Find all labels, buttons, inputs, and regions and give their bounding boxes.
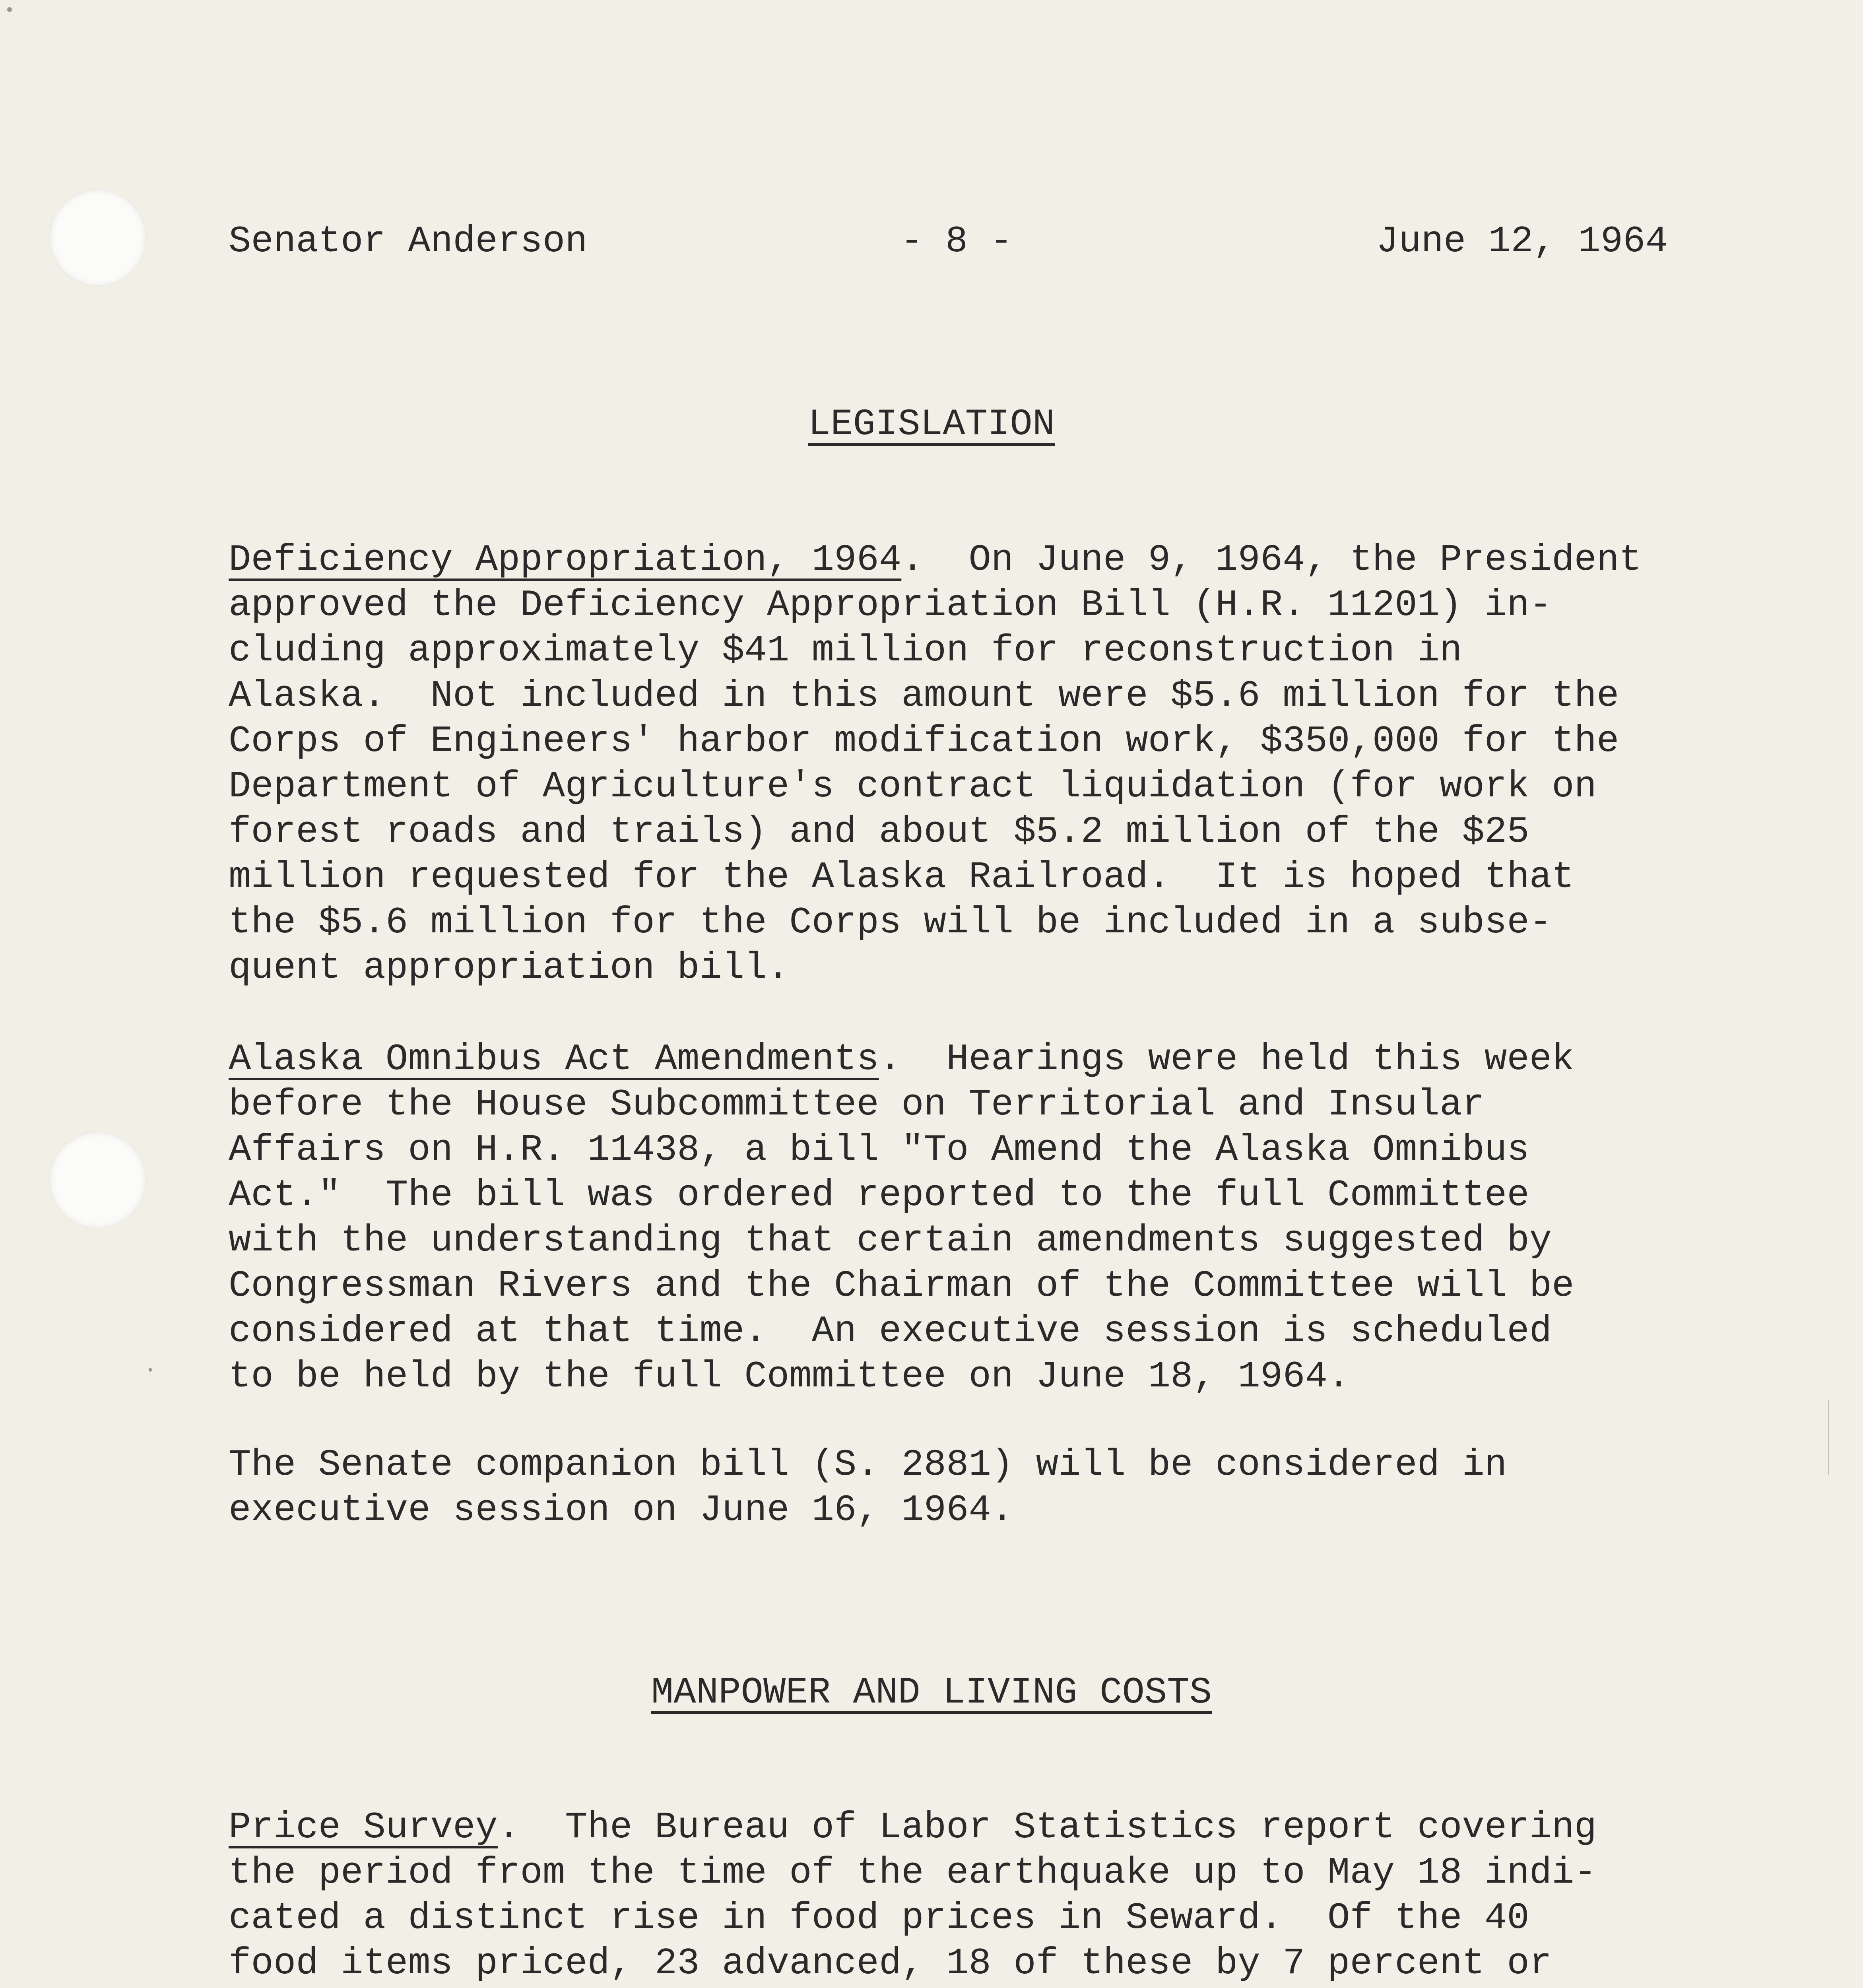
paragraph-title: Price Survey <box>229 1807 498 1849</box>
paper-crease <box>1828 1400 1829 1475</box>
paragraph-line: before the House Subcommittee on Territorial and Insular <box>229 1084 1485 1126</box>
paragraph-senate-companion-bill <box>229 1442 1759 1533</box>
paragraph-line: forest roads and trails) and about $5.2 million of the $25 <box>229 811 1529 853</box>
punch-hole-middle <box>50 1132 146 1228</box>
paragraph-line: Act." The bill was ordered reported to the full Committee <box>229 1175 1529 1217</box>
page-header <box>229 218 1668 266</box>
paragraph-line: . The Bureau of Labor Statistics report covering <box>497 1807 1597 1849</box>
paragraph-line: food items priced, 23 advanced, 18 of these by 7 percent or <box>229 1943 1552 1985</box>
paragraph-deficiency-appropriation <box>229 538 1759 991</box>
paragraph-line: with the understanding that certain amendments suggested by <box>229 1220 1552 1262</box>
paragraph-line: cluding approximately $41 million for reconstruction in <box>229 630 1462 672</box>
paragraph-line: . Hearings were held this week <box>879 1039 1574 1081</box>
paragraph-line: quent appropriation bill. <box>229 947 790 989</box>
header-addressee: Senator Anderson <box>229 221 588 263</box>
header-date: June 12, 1964 <box>1376 221 1668 263</box>
paragraph-line: executive session on June 16, 1964. <box>229 1489 1014 1532</box>
paragraph-line: Congressman Rivers and the Chairman of the Committee will be <box>229 1265 1574 1307</box>
paragraph-price-survey <box>229 1805 1759 1988</box>
paragraph-title: Deficiency Appropriation, 1964 <box>229 539 902 581</box>
paragraph-line: million requested for the Alaska Railroad. It is hoped that <box>229 856 1574 899</box>
paragraph-line: the period from the time of the earthquake up to May 18 indi- <box>229 1852 1597 1894</box>
paragraph-line: to be held by the full Committee on June 18, 1964. <box>229 1356 1350 1398</box>
paragraph-line: cated a distinct rise in food prices in Seward. Of the 40 <box>229 1897 1529 1939</box>
paragraph-line: approved the Deficiency Appropriation Bill (H.R. 11201) in- <box>229 584 1552 627</box>
section-heading-manpower: MANPOWER AND LIVING COSTS <box>651 1672 1212 1714</box>
paragraph-title: Alaska Omnibus Act Amendments <box>229 1039 879 1081</box>
paper-speck <box>149 1368 152 1372</box>
section-heading-legislation: LEGISLATION <box>808 404 1055 446</box>
paragraph-line: Department of Agriculture's contract liquidation (for work on <box>229 766 1597 808</box>
paragraph-line: the $5.6 million for the Corps will be included in a subse- <box>229 902 1552 944</box>
paragraph-line: Alaska. Not included in this amount were $5.6 million for the <box>229 675 1619 717</box>
paper-speck <box>7 7 12 12</box>
punch-hole-top <box>50 190 146 285</box>
paragraph-line: . On June 9, 1964, the President <box>901 539 1642 581</box>
paragraph-line: Affairs on H.R. 11438, a bill "To Amend the Alaska Omnibus <box>229 1129 1529 1171</box>
page-number: - 8 - <box>900 221 1013 263</box>
paragraph-line: Corps of Engineers' harbor modification work, $350,000 for the <box>229 720 1619 763</box>
paragraph-line: The Senate companion bill (S. 2881) will be considered in <box>229 1444 1507 1486</box>
paragraph-omnibus-amendments <box>229 1037 1759 1400</box>
paragraph-line: considered at that time. An executive session is scheduled <box>229 1310 1552 1353</box>
